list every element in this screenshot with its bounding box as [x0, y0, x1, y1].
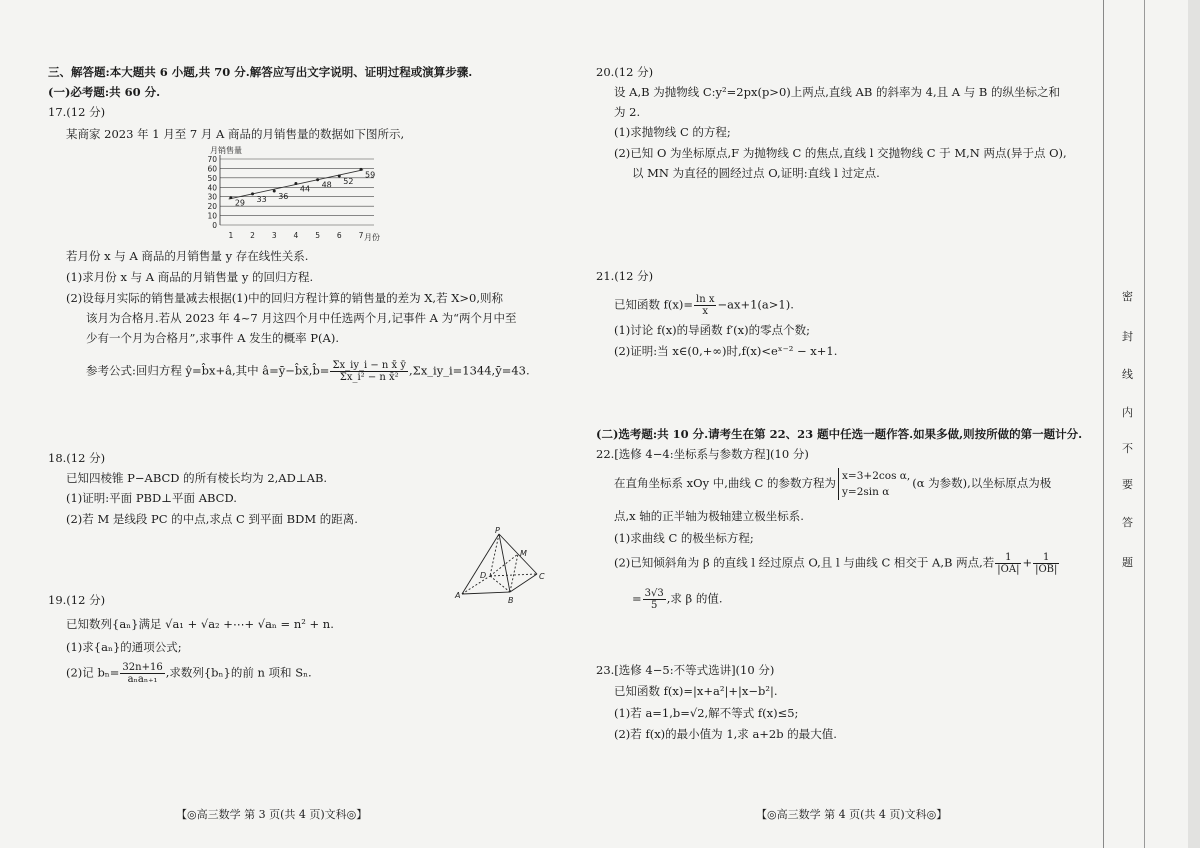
data-point: [273, 190, 276, 193]
q22-f3-num: 3√3: [644, 588, 664, 599]
q23-head: 23.[选修 4−5:不等式选讲](10 分): [596, 663, 775, 677]
q22-part2-a-line: [614, 552, 1060, 575]
q20-part2-b: 以 MN 为直径的圆经过点 O,证明:直线 l 过定点.: [632, 166, 880, 180]
q21-intro-b: −ax+1(a>1).: [717, 297, 794, 312]
y-tick-label: 20: [207, 202, 217, 212]
q23-intro: 已知函数 f(x)=|x+a²|+|x−b²|.: [614, 684, 778, 698]
seal-margin: [1103, 0, 1145, 848]
q19-part1: (1)求{aₙ}的通项公式;: [66, 640, 182, 654]
q21-numerator: ln x: [696, 294, 715, 305]
q18-head: 18.(12 分): [48, 451, 106, 465]
q17-part2-a: (2)设每月实际的销售量减去根据(1)中的回归方程计算的销售量的差为 X,若 X>0,则称: [66, 291, 504, 305]
q17-part2-c: 少有一个月为合格月”,求事件 A 发生的概率 P(A).: [86, 331, 339, 345]
data-label: 33: [256, 194, 267, 204]
q18-part2: (2)若 M 是线段 PC 的中点,求点 C 到平面 BDM 的距离.: [66, 512, 358, 526]
y-tick-label: 10: [207, 211, 217, 221]
q18-part1: (1)证明:平面 PBD⊥平面 ABCD.: [66, 491, 237, 505]
seal-char-4: 内: [1122, 406, 1133, 419]
ref-text-b: ,Σx_iy_i=1344,ȳ=43.: [409, 363, 530, 378]
x-tick-label: 5: [315, 231, 320, 240]
q19-fraction: [120, 662, 164, 685]
q22-intro-a: 在直角坐标系 xOy 中,曲线 C 的参数方程为: [614, 476, 836, 490]
chart-xlabel: 月份: [364, 233, 380, 242]
q22-intro: [614, 468, 1051, 500]
x-tick-label: 7: [358, 231, 364, 240]
q21-part1: (1)讨论 f(x)的导函数 f′(x)的零点个数;: [614, 323, 811, 337]
y-tick-label: 60: [207, 164, 217, 174]
seal-char-5: 不: [1122, 442, 1133, 455]
q21-part2: (2)证明:当 x∈(0,+∞)时,f(x)<eˣ⁻² − x+1.: [614, 344, 838, 358]
label-p: P: [495, 526, 500, 535]
q22-part1: (1)求曲线 C 的极坐标方程;: [614, 531, 754, 545]
q21-denominator: x: [702, 306, 709, 317]
data-label: 29: [234, 198, 246, 208]
q19-head: 19.(12 分): [48, 593, 106, 607]
q22-eq2: y=2sin α: [842, 486, 890, 498]
data-point: [229, 196, 232, 199]
sales-chart: [190, 143, 405, 243]
y-tick-label: 70: [207, 155, 217, 164]
x-tick-label: 1: [228, 231, 234, 240]
q22-head: 22.[选修 4−4:坐标系与参数方程](10 分): [596, 447, 809, 461]
footer-left: 【◎高三数学 第 3 页(共 4 页)文科◎】: [176, 808, 368, 821]
seal-char-7: 答: [1122, 516, 1133, 529]
q21-intro: [614, 294, 794, 317]
y-tick-label: 40: [207, 183, 217, 193]
q22-part2-a: (2)已知倾斜角为 β 的直线 l 经过原点 O,且 l 与曲线 C 相交于 A,B 两点,若: [614, 555, 995, 570]
data-point: [294, 182, 297, 185]
q17-line1: 若月份 x 与 A 商品的月销售量 y 存在线性关系.: [66, 249, 309, 263]
q22-eq1: x=3+2cos α,: [842, 470, 911, 482]
q19-part2-a: (2)记 bₙ=: [66, 665, 120, 680]
seal-char-1: 密: [1122, 290, 1133, 303]
chart-y-ticks: [207, 155, 217, 230]
data-label: 59: [364, 170, 376, 180]
data-label: 44: [299, 184, 311, 194]
q19-numerator: 32n+16: [122, 662, 163, 673]
q23-part1: (1)若 a=1,b=√2,解不等式 f(x)≤5;: [614, 706, 799, 720]
q17-head: 17.(12 分): [48, 105, 106, 119]
chart-x-ticks: [228, 231, 363, 240]
q22-plus: +: [1022, 555, 1033, 570]
q22-part2-b-line: [632, 588, 723, 611]
q17-intro: 某商家 2023 年 1 月至 7 月 A 商品的月销售量的数据如下图所示,: [66, 127, 405, 141]
q20-intro-b: 为 2.: [614, 105, 641, 119]
q17-part2-b: 该月为合格月.若从 2023 年 4~7 月这四个月中任选两个月,记事件 A 为“两个月中至: [86, 311, 517, 325]
section-title: 三、解答题:本大题共 6 小题,共 70 分.解答应写出文字说明、证明过程或演算步骤.: [48, 65, 473, 79]
q22-f1-den: |OA|: [997, 564, 1020, 575]
q20-intro-a: 设 A,B 为抛物线 C:y²=2px(p>0)上两点,直线 AB 的斜率为 4,且 A 与 B 的纵坐标之和: [614, 85, 1060, 99]
q17-reference-formula: [86, 360, 530, 383]
q21-head: 21.(12 分): [596, 269, 654, 283]
label-m: M: [520, 549, 527, 558]
q20-part2-a: (2)已知 O 为坐标原点,F 为抛物线 C 的焦点,直线 l 交抛物线 C 于 M,N 两点(异于点 O),: [614, 146, 1067, 160]
y-tick-label: 0: [212, 221, 217, 230]
q19-part2-b: ,求数列{bₙ}的前 n 项和 Sₙ.: [165, 665, 312, 680]
ref-text-a: 参考公式:回归方程 ŷ=b̂x+â,其中 â=ȳ−b̂x̄,b̂=: [86, 363, 330, 378]
ref-numerator: Σx_iy_i − n x̄ ȳ: [332, 360, 407, 371]
q22-f1-num: 1: [995, 552, 1021, 564]
q20-head: 20.(12 分): [596, 65, 654, 79]
data-label: 48: [321, 180, 332, 190]
x-tick-label: 2: [250, 231, 255, 240]
q22-fraction-ob: [1033, 552, 1059, 575]
q18-intro: 已知四棱锥 P−ABCD 的所有棱长均为 2,AD⊥AB.: [66, 471, 328, 485]
q22-fraction-value: [643, 588, 666, 611]
ref-fraction: [330, 360, 408, 383]
y-tick-label: 30: [207, 192, 217, 202]
chart-grid: [220, 155, 374, 225]
data-label: 52: [343, 176, 354, 186]
label-b: B: [508, 596, 514, 605]
q20-part1: (1)求抛物线 C 的方程;: [614, 125, 731, 139]
q21-intro-a: 已知函数 f(x)=: [614, 297, 694, 312]
q21-fraction: [694, 294, 716, 317]
seal-char-8: 题: [1122, 556, 1133, 569]
ref-denominator: Σx_i² − n x̄²: [339, 372, 399, 383]
q22-f2-den: |OB|: [1035, 564, 1058, 575]
data-label: 36: [278, 192, 289, 202]
seal-char-2: 封: [1122, 330, 1133, 343]
q19-part2: [66, 662, 312, 685]
data-point: [359, 168, 362, 171]
seal-char-3: 线: [1122, 368, 1133, 381]
seal-char-6: 要: [1122, 478, 1133, 491]
q23-part2: (2)若 f(x)的最小值为 1,求 a+2b 的最大值.: [614, 727, 837, 741]
label-c: C: [539, 572, 545, 581]
q22-part2-b: =: [632, 591, 642, 606]
required-title: (一)必考题:共 60 分.: [48, 85, 161, 99]
page-edge: [1188, 0, 1200, 848]
q22-intro-b: (α 为参数),以坐标原点为极: [912, 476, 1052, 490]
q22-equation-system: [838, 468, 910, 500]
data-point: [251, 192, 254, 195]
q19-denominator: aₙaₙ₊₁: [127, 674, 158, 685]
q22-f3-den: 5: [651, 600, 658, 611]
chart-title: 月销售量: [210, 146, 242, 155]
pyramid-figure: [452, 526, 552, 608]
data-point: [316, 178, 319, 181]
optional-title: (二)选考题:共 10 分.请考生在第 22、23 题中任选一题作答.如果多做,则按所做的第一题计分.: [596, 427, 1083, 441]
data-point: [338, 174, 341, 177]
x-tick-label: 4: [293, 231, 299, 240]
q22-part2-c: ,求 β 的值.: [666, 591, 723, 606]
q17-part1: (1)求月份 x 与 A 商品的月销售量 y 的回归方程.: [66, 270, 314, 284]
q22-f2-num: 1: [1033, 552, 1059, 564]
q22-fraction-oa: [995, 552, 1021, 575]
label-d: D: [480, 571, 487, 580]
q19-intro: 已知数列{aₙ}满足 √a₁ + √a₂ +⋯+ √aₙ = n² + n.: [66, 617, 334, 631]
chart-data-labels: [235, 170, 375, 207]
y-tick-label: 50: [207, 173, 217, 183]
x-tick-label: 3: [271, 231, 277, 240]
x-tick-label: 6: [336, 231, 342, 240]
footer-right: 【◎高三数学 第 4 页(共 4 页)文科◎】: [756, 808, 948, 821]
label-a: A: [455, 591, 461, 600]
q22-intro-c: 点,x 轴的正半轴为极轴建立极坐标系.: [614, 509, 804, 523]
